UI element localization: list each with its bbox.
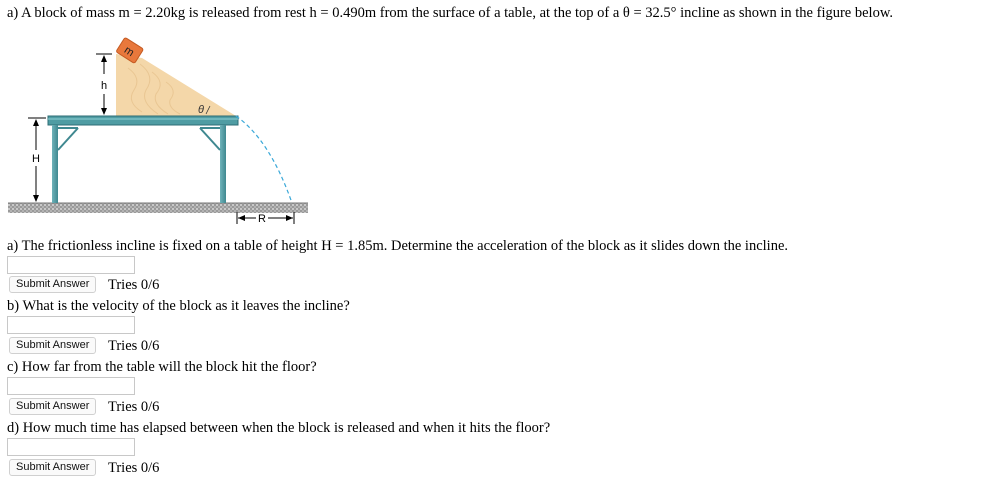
answer-input-c[interactable] (7, 377, 135, 395)
trajectory-path (236, 116, 292, 203)
answer-input-a[interactable] (7, 256, 135, 274)
floor (8, 203, 308, 213)
theta-label: θ (198, 104, 204, 116)
R-label: R (258, 213, 266, 225)
submit-button-c[interactable]: Submit Answer (9, 398, 96, 415)
table-leg-left (52, 125, 58, 203)
question-a-text: a) The frictionless incline is fixed on a table of height H = 1.85m. Determine the acceleration of the block as it slides down the incline. (7, 238, 789, 254)
question-d-text: d) How much time has elapsed between when the block is released and when it hits the floor? (7, 420, 551, 436)
answer-input-b[interactable] (7, 316, 135, 334)
problem-intro: a) A block of mass m = 2.20kg is released from rest h = 0.490m from the surface of a table, at the top of a θ = 32.5° incline as shown in the figure below. (7, 5, 893, 21)
question-b-text: b) What is the velocity of the block as it leaves the incline? (7, 298, 350, 314)
tries-d: Tries 0/6 (108, 460, 160, 476)
incline-figure (0, 36, 320, 236)
table-leg-right (220, 125, 226, 203)
H-label: H (32, 153, 40, 165)
submit-button-b[interactable]: Submit Answer (9, 337, 96, 354)
submit-button-d[interactable]: Submit Answer (9, 459, 96, 476)
tries-b: Tries 0/6 (108, 338, 160, 354)
tries-c: Tries 0/6 (108, 399, 160, 415)
table-top (48, 116, 238, 125)
h-label: h (100, 80, 108, 92)
tries-a: Tries 0/6 (108, 277, 160, 293)
block-label: m (121, 44, 137, 60)
submit-button-a[interactable]: Submit Answer (9, 276, 96, 293)
answer-input-d[interactable] (7, 438, 135, 456)
question-c-text: c) How far from the table will the block hit the floor? (7, 359, 317, 375)
